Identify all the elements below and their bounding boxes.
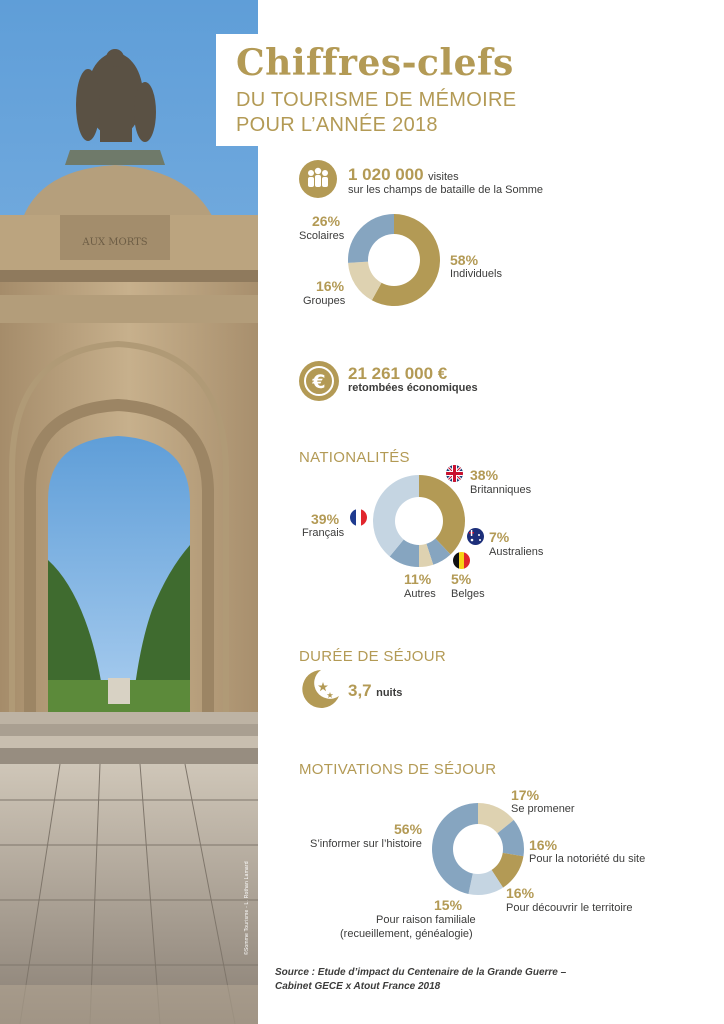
individuels-label: Individuels (450, 268, 502, 280)
motivations-donut (431, 802, 525, 896)
belges-pct: 5% (451, 571, 472, 587)
francais-pct: 39% (311, 511, 340, 527)
page-subtitle-line1: DU TOURISME DE MÉMOIRE (236, 89, 517, 111)
belgium-flag-icon (453, 552, 470, 569)
notoriete-label: Pour la notoriété du site (529, 853, 646, 865)
uk-flag-icon (446, 465, 463, 482)
britanniques-label: Britanniques (470, 484, 532, 496)
memorial-inscription: AUX MORTS (82, 237, 148, 248)
familiale-sublabel: (recueillement, généalogie) (340, 928, 473, 940)
visits-unit: visites (428, 171, 459, 183)
territoire-label: Pour découvrir le territoire (506, 902, 633, 914)
groupes-pct: 16% (316, 278, 345, 294)
duree-value: 3,7 (348, 681, 372, 700)
people-group-icon (299, 160, 337, 198)
familiale-label: Pour raison familiale (376, 914, 476, 926)
france-flag-icon (350, 509, 367, 526)
australiens-pct: 7% (489, 529, 510, 545)
promener-pct: 17% (511, 787, 540, 803)
histoire-pct: 56% (394, 821, 423, 837)
duree-unit: nuits (376, 687, 403, 699)
visits-line (348, 165, 459, 185)
britanniques-pct: 38% (470, 467, 499, 483)
familiale-pct: 15% (434, 897, 463, 913)
moon-stars-icon (299, 668, 341, 710)
euro-coin-icon (299, 361, 339, 401)
promener-label: Se promener (511, 803, 575, 815)
duree-heading: DURÉE DE SÉJOUR (299, 648, 447, 665)
individuels-pct: 58% (450, 252, 479, 268)
territoire-pct: 16% (506, 885, 535, 901)
economy-desc: retombées économiques (348, 382, 478, 394)
source-line2: Cabinet GECE x Atout France 2018 (275, 981, 441, 992)
memorial-photo (0, 0, 258, 1024)
scolaires-pct: 26% (312, 213, 341, 229)
page-subtitle-line2: POUR L’ANNÉE 2018 (236, 114, 438, 136)
nationalites-heading: NATIONALITÉS (299, 449, 410, 466)
australia-flag-icon (467, 528, 484, 545)
visitor-type-donut (347, 213, 441, 307)
visits-number: 1 020 000 (348, 165, 424, 184)
histoire-label: S’informer sur l’histoire (310, 838, 422, 850)
groupes-label: Groupes (303, 295, 346, 307)
autres-label: Autres (404, 588, 436, 600)
belges-label: Belges (451, 588, 485, 600)
page-title: Chiffres-clefs (236, 42, 514, 84)
visits-desc: sur les champs de bataille de la Somme (348, 184, 544, 196)
source-line1: Source : Etude d’impact du Centenaire de la Grande Guerre – (275, 967, 567, 978)
duree-line (348, 681, 402, 701)
photo-credit: ©Somme Tourisme - L. Rothan Lamard (244, 861, 250, 955)
motivations-heading: MOTIVATIONS DE SÉJOUR (299, 761, 497, 778)
francais-label: Français (302, 527, 345, 539)
nationalites-donut (372, 474, 466, 568)
autres-pct: 11% (404, 571, 432, 587)
svg-text:€: € (312, 371, 326, 393)
notoriete-pct: 16% (529, 837, 558, 853)
australiens-label: Australiens (489, 546, 544, 558)
economy-number: 21 261 000 € (348, 364, 448, 383)
scolaires-label: Scolaires (299, 230, 345, 242)
